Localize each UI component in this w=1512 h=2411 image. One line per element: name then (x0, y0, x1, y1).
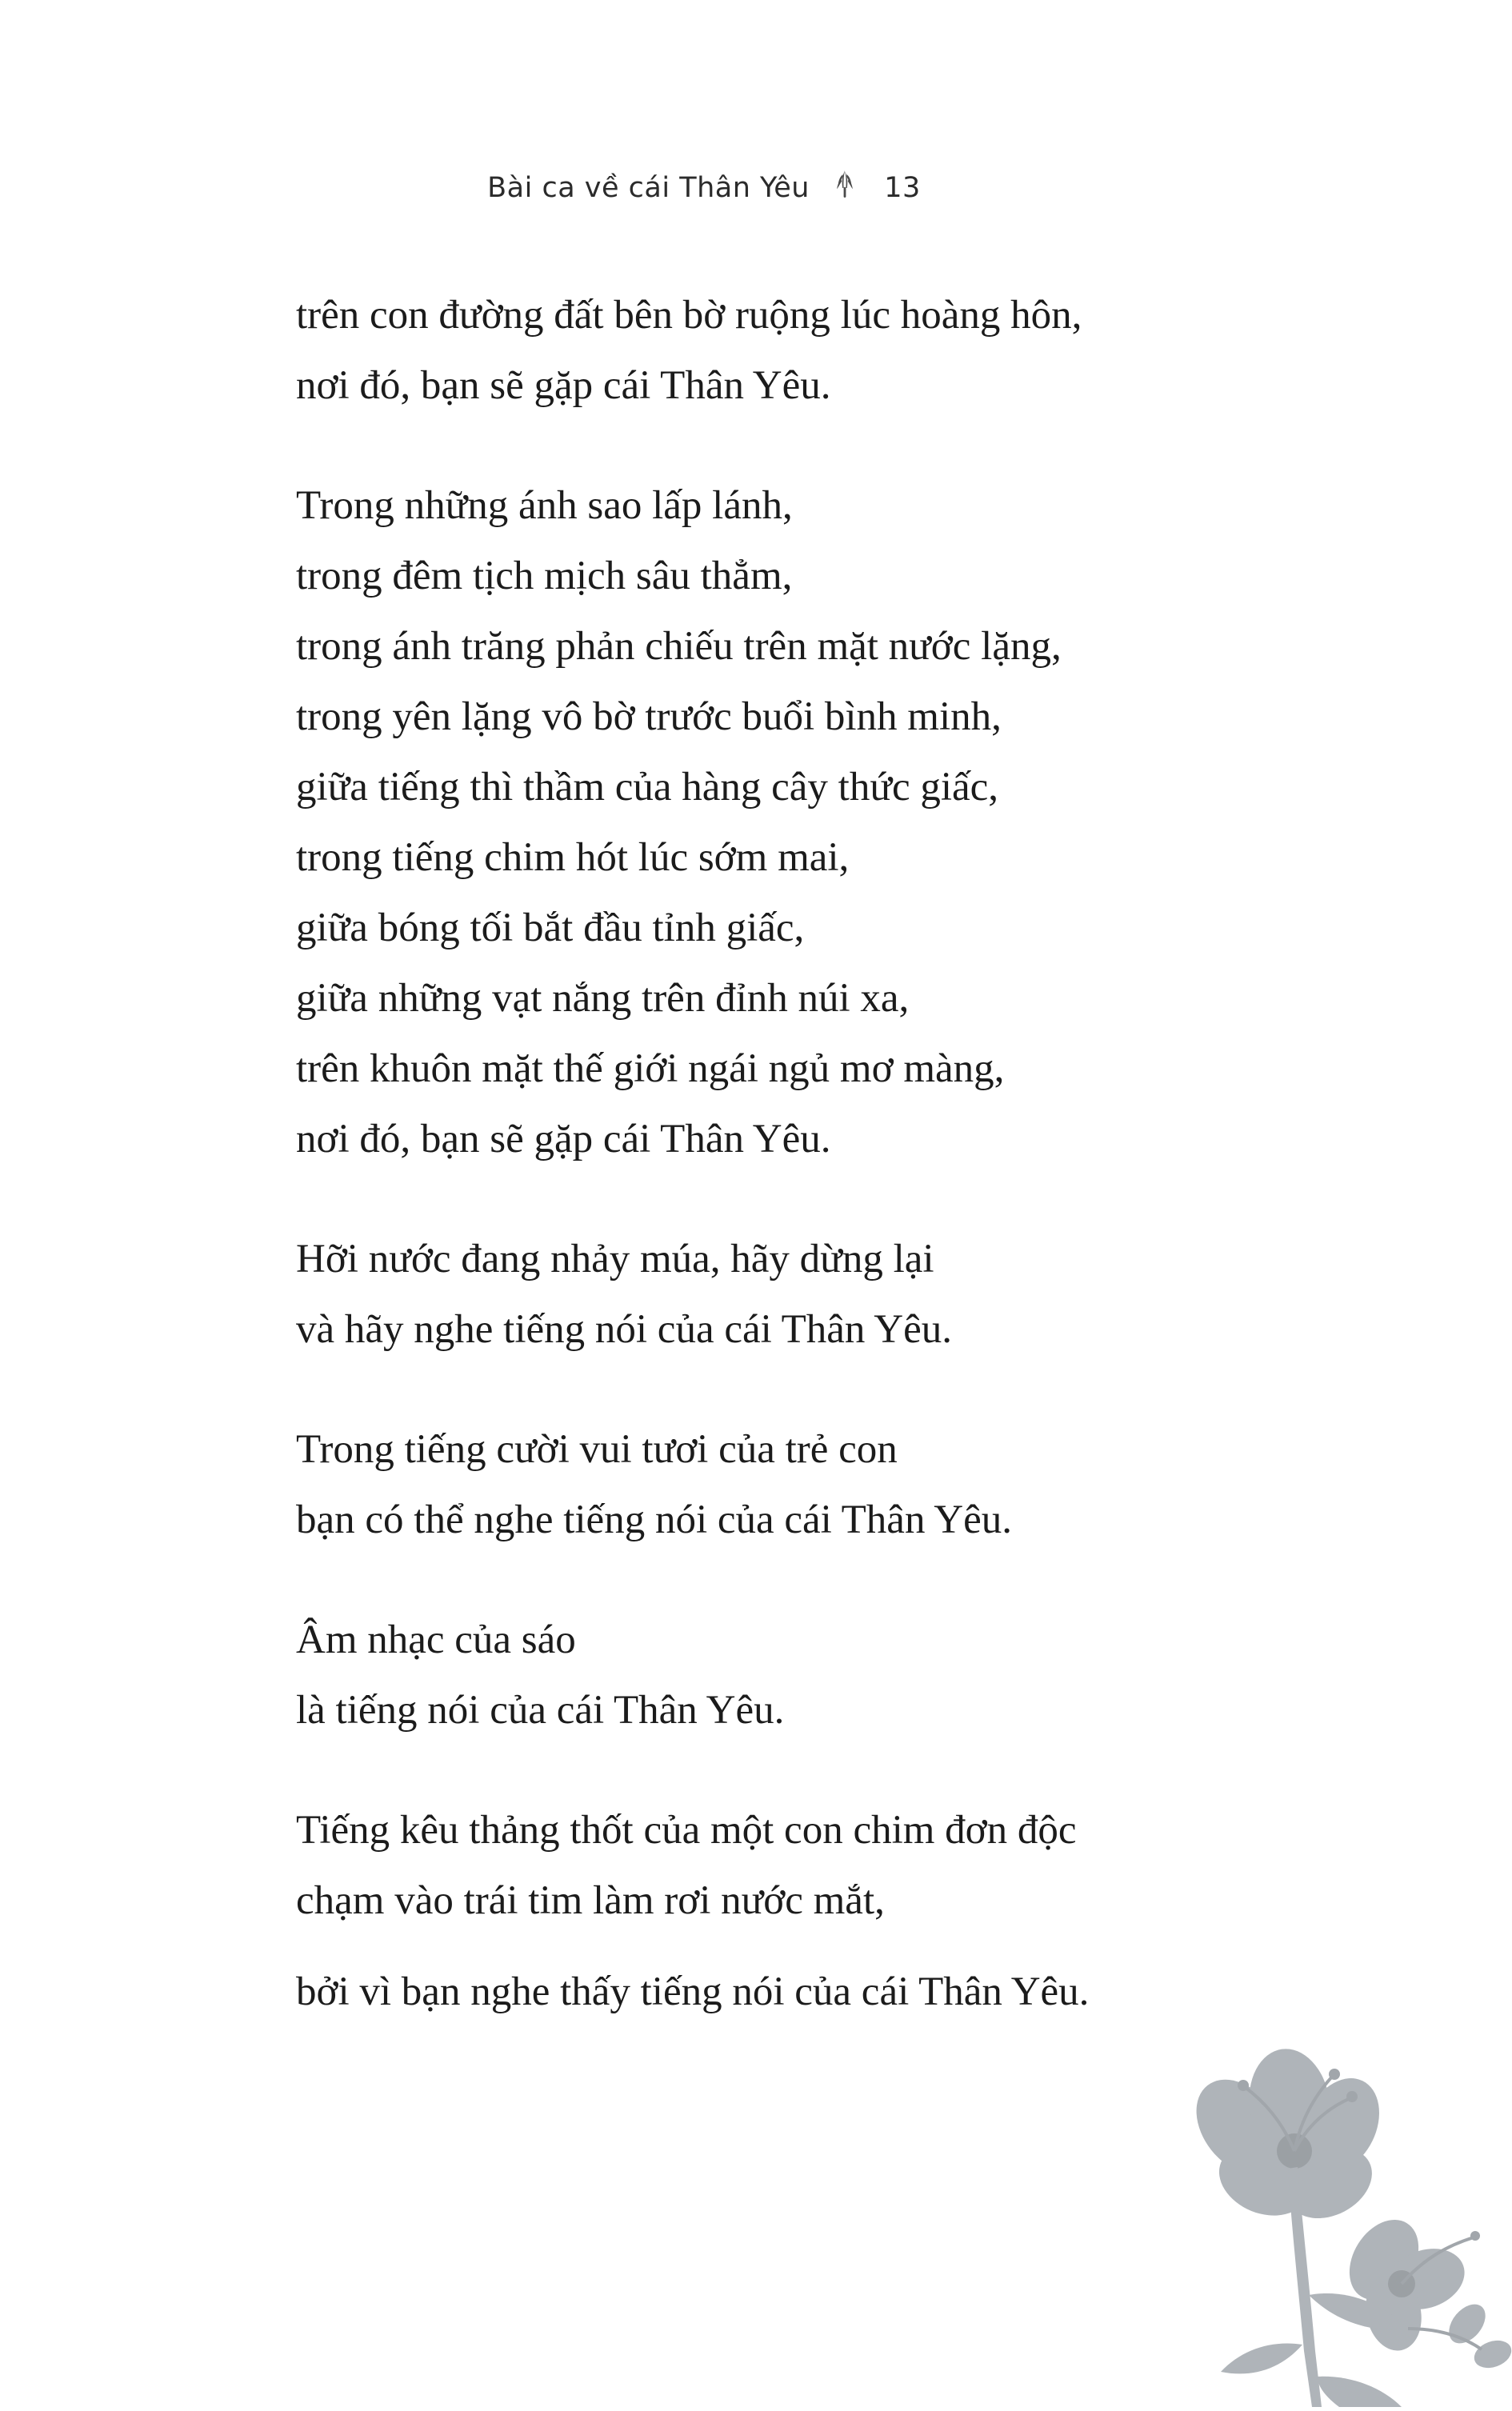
stanza (296, 470, 1336, 1174)
poem-line: là tiếng nói của cái Thân Yêu. (296, 1688, 785, 1733)
poem-line: bởi vì bạn nghe thấy tiếng nói của cái Thân Yêu. (296, 1969, 1090, 2014)
poem-line: nơi đó, bạn sẽ gặp cái Thân Yêu. (296, 1117, 831, 1162)
poem-line: trong đêm tịch mịch sâu thẳm, (296, 554, 793, 598)
poem-line: Tiếng kêu thảng thốt của một con chim đơn độc (296, 1808, 1077, 1853)
running-head (0, 166, 1512, 204)
poem-line: Hỡi nước đang nhảy múa, hãy dừng lại (296, 1237, 934, 1281)
poem-line: bạn có thể nghe tiếng nói của cái Thân Yêu. (296, 1497, 1013, 1542)
stanza (296, 1224, 1336, 1365)
page-number: 13 (884, 172, 921, 204)
poem-line: Âm nhạc của sáo (296, 1617, 576, 1662)
poem-line: giữa những vạt nắng trên đỉnh núi xa, (296, 976, 910, 1021)
poem-body (296, 280, 1336, 2027)
leaf-ornament-icon (832, 169, 858, 206)
poem-line: giữa bóng tối bắt đầu tỉnh giấc, (296, 906, 805, 950)
floral-corner-ornament-icon (1144, 2031, 1512, 2407)
poem-line: trong ánh trăng phản chiếu trên mặt nước lặng, (296, 624, 1062, 669)
stanza (296, 1795, 1336, 2027)
poem-line: trong yên lặng vô bờ trước buổi bình minh, (296, 694, 1002, 739)
stanza (296, 1605, 1336, 1745)
poem-line: trong tiếng chim hót lúc sớm mai, (296, 835, 850, 880)
stanza (296, 1414, 1336, 1555)
poem-line: nơi đó, bạn sẽ gặp cái Thân Yêu. (296, 363, 831, 408)
poem-line: và hãy nghe tiếng nói của cái Thân Yêu. (296, 1307, 952, 1352)
poem-line: Trong tiếng cười vui tươi của trẻ con (296, 1427, 898, 1472)
running-head-title: Bài ca về cái Thân Yêu (487, 172, 810, 204)
poem-line: trên khuôn mặt thế giới ngái ngủ mơ màng, (296, 1046, 1005, 1091)
poem-line: Trong những ánh sao lấp lánh, (296, 483, 793, 528)
poem-line: trên con đường đất bên bờ ruộng lúc hoàng hôn, (296, 293, 1082, 338)
poem-line: giữa tiếng thì thầm của hàng cây thức giấc, (296, 765, 999, 810)
poem-line: chạm vào trái tim làm rơi nước mắt, (296, 1878, 885, 1923)
stanza (296, 280, 1336, 421)
